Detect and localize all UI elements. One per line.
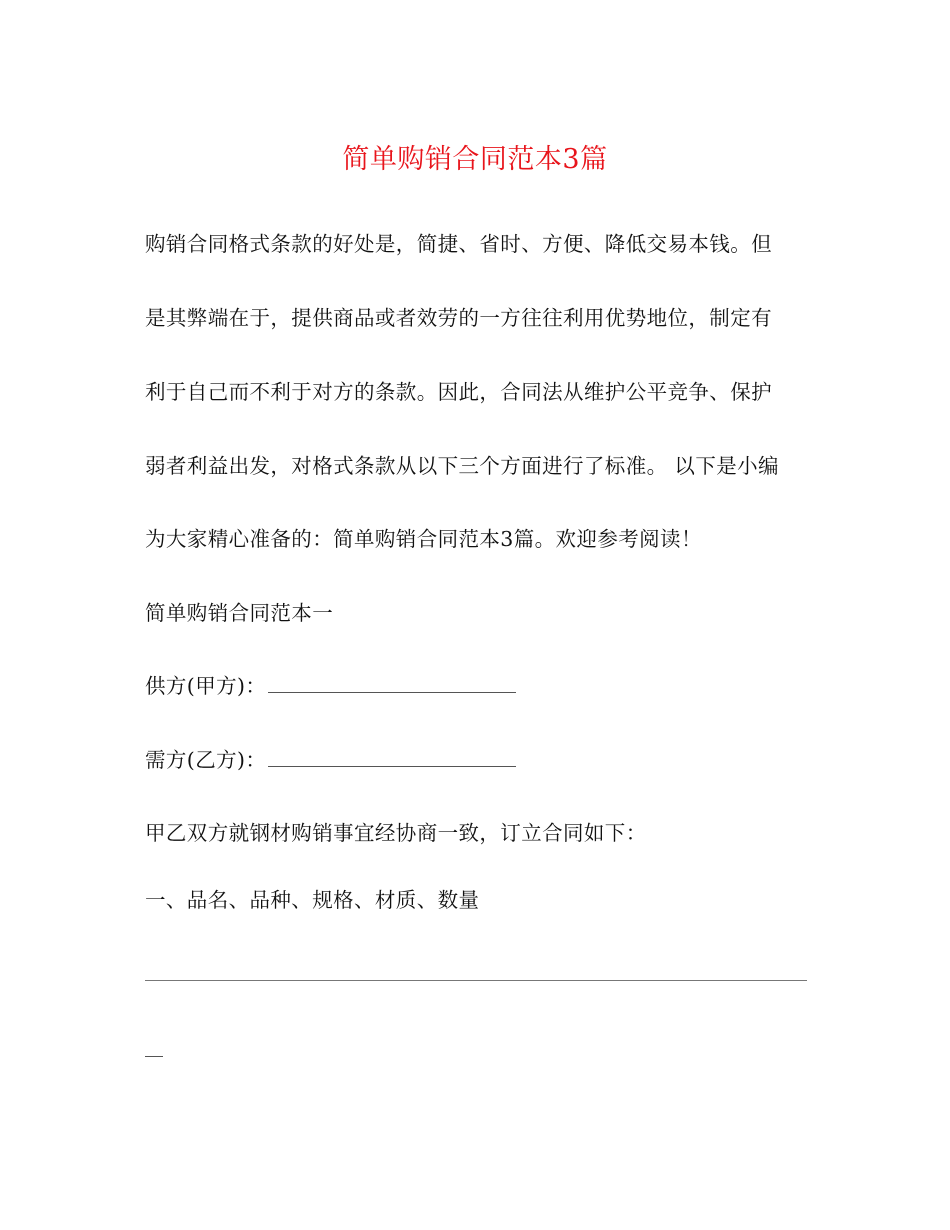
intro-line-2: 是其弊端在于，提供商品或者效劳的一方往往利用优势地位，制定有 [145,306,772,330]
buyer-label: 需方(乙方)： [145,748,267,772]
intro-line-5: 为大家精心准备的：简单购销合同范本3篇。欢迎参考阅读！ [145,527,702,551]
intro-line-4: 弱者利益出发，对格式条款从以下三个方面进行了标准。 以下是小编 [145,454,779,478]
fill-in-blank-line-continuation [145,1056,163,1057]
clause-1-heading: 一、品名、品种、规格、材质、数量 [145,888,480,912]
fill-in-blank-line [145,980,807,981]
buyer-row [145,744,516,776]
agreement-text: 甲乙双方就钢材购销事宜经协商一致，订立合同如下： [145,821,647,845]
section-heading: 简单购销合同范本一 [145,601,334,625]
supplier-row [145,670,516,702]
supplier-label: 供方(甲方)： [145,674,267,698]
buyer-blank-line [268,746,516,767]
document-title: 简单购销合同范本3篇 [342,144,608,175]
supplier-blank-line [268,672,516,693]
intro-line-3: 利于自己而不利于对方的条款。因此，合同法从维护公平竞争、保护 [145,380,772,404]
intro-line-1: 购销合同格式条款的好处是，简捷、省时、方便、降低交易本钱。但 [145,232,772,256]
